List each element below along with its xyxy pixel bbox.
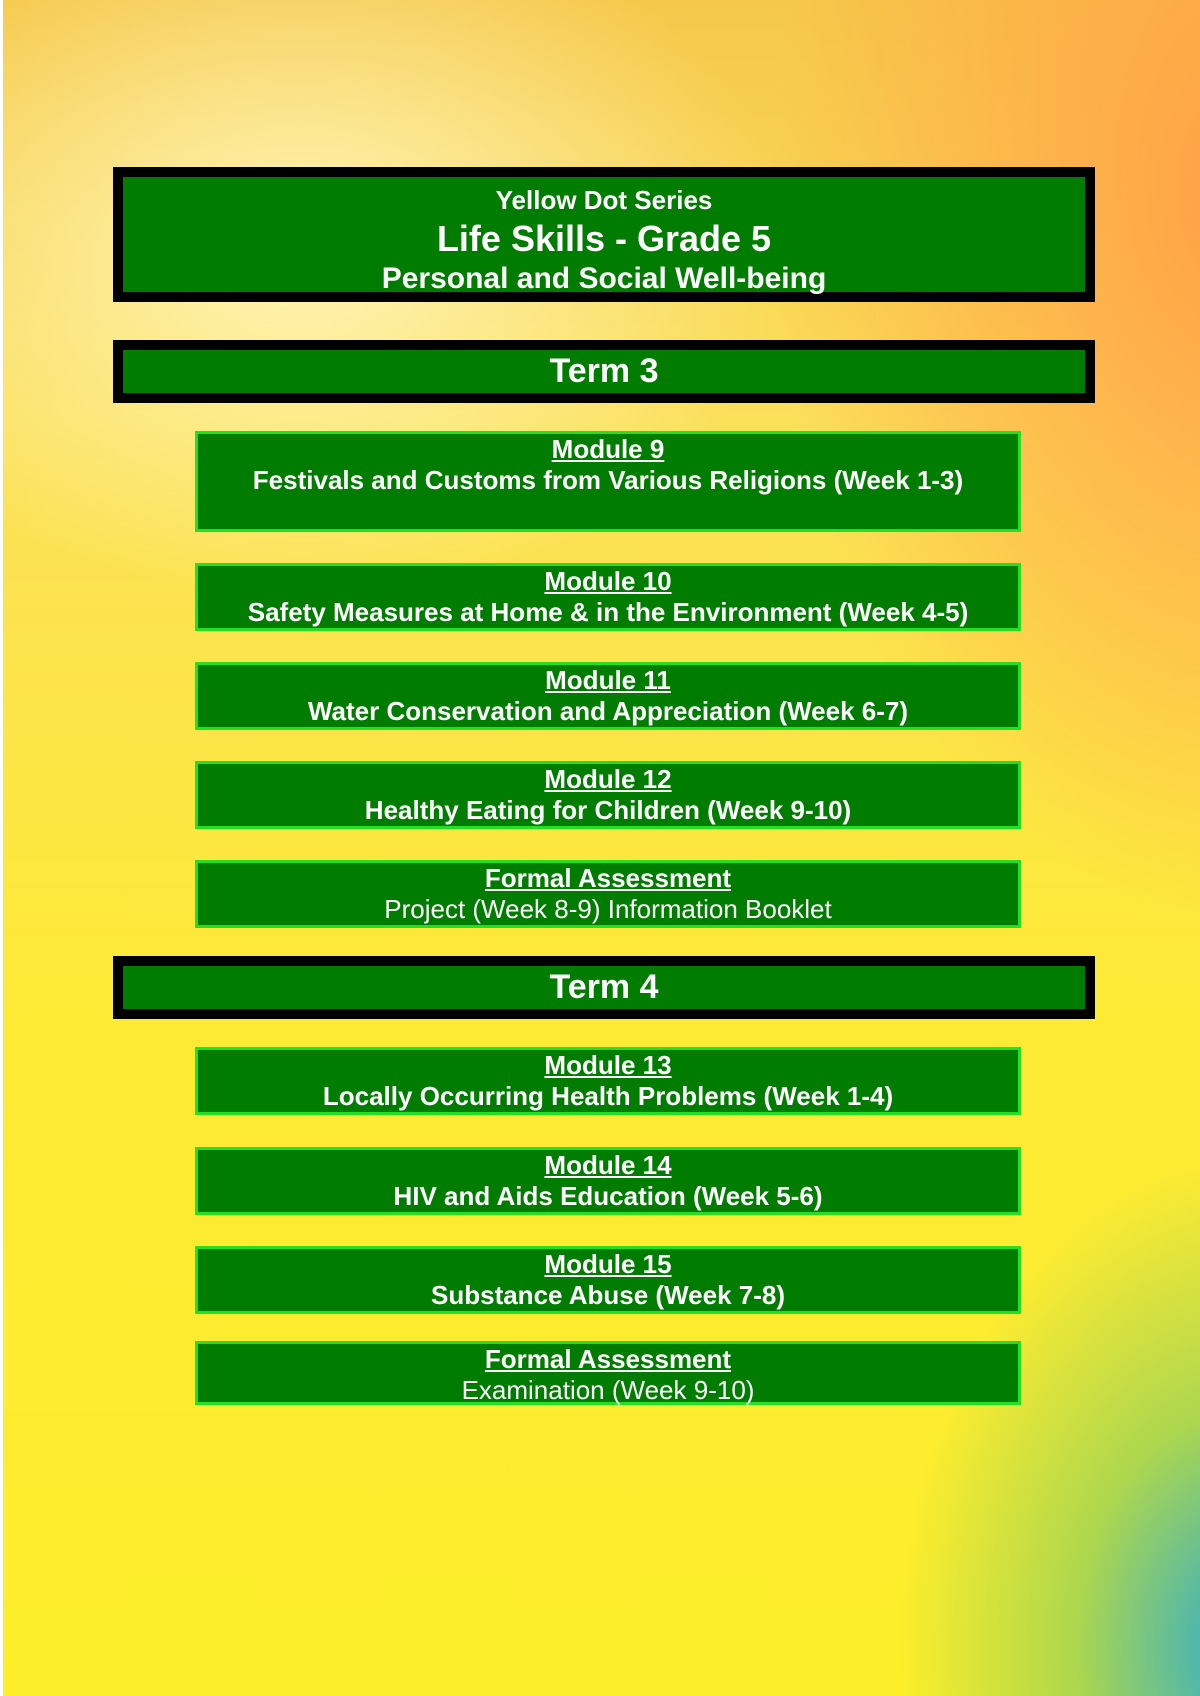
module-12-box: [195, 761, 1021, 829]
module-description: Safety Measures at Home & in the Environment (Week 4-5): [247, 597, 969, 627]
page-title: Life Skills - Grade 5: [436, 218, 772, 259]
module-title: Module 13: [544, 1050, 672, 1080]
page-edge: [0, 0, 3, 1696]
formal-assessment-term-3-box: [195, 860, 1021, 928]
module-13-box: [195, 1047, 1021, 1115]
module-title: Formal Assessment: [484, 1344, 732, 1374]
module-title: Module 12: [544, 764, 672, 794]
module-description: HIV and Aids Education (Week 5-6): [393, 1181, 823, 1211]
module-description: Festivals and Customs from Various Religions (Week 1-3): [252, 465, 964, 495]
module-description: Healthy Eating for Children (Week 9-10): [364, 795, 852, 825]
header-banner: [113, 167, 1095, 302]
module-title: Formal Assessment: [484, 863, 732, 893]
module-description: Project (Week 8-9) Information Booklet: [384, 894, 832, 924]
module-description: Examination (Week 9-10): [461, 1375, 755, 1405]
module-14-box: [195, 1147, 1021, 1215]
module-description: Water Conservation and Appreciation (Week 6-7): [307, 696, 909, 726]
module-title: Module 10: [544, 566, 672, 596]
module-title: Module 15: [544, 1249, 672, 1279]
series-name: Yellow Dot Series: [495, 185, 713, 215]
module-title: Module 14: [544, 1150, 672, 1180]
module-15-box: [195, 1246, 1021, 1314]
term-4-banner: Term 4: [113, 956, 1095, 1019]
page-subtitle: Personal and Social Well-being: [381, 262, 827, 295]
module-9-box: [195, 431, 1021, 532]
module-description: Locally Occurring Health Problems (Week 1-4): [322, 1081, 894, 1111]
module-10-box: [195, 563, 1021, 631]
formal-assessment-term-4-box: [195, 1341, 1021, 1405]
term-3-banner: Term 3: [113, 340, 1095, 403]
module-description: Substance Abuse (Week 7-8): [431, 1280, 785, 1310]
module-title: Module 9: [551, 434, 665, 464]
module-11-box: [195, 662, 1021, 730]
module-title: Module 11: [545, 665, 671, 695]
